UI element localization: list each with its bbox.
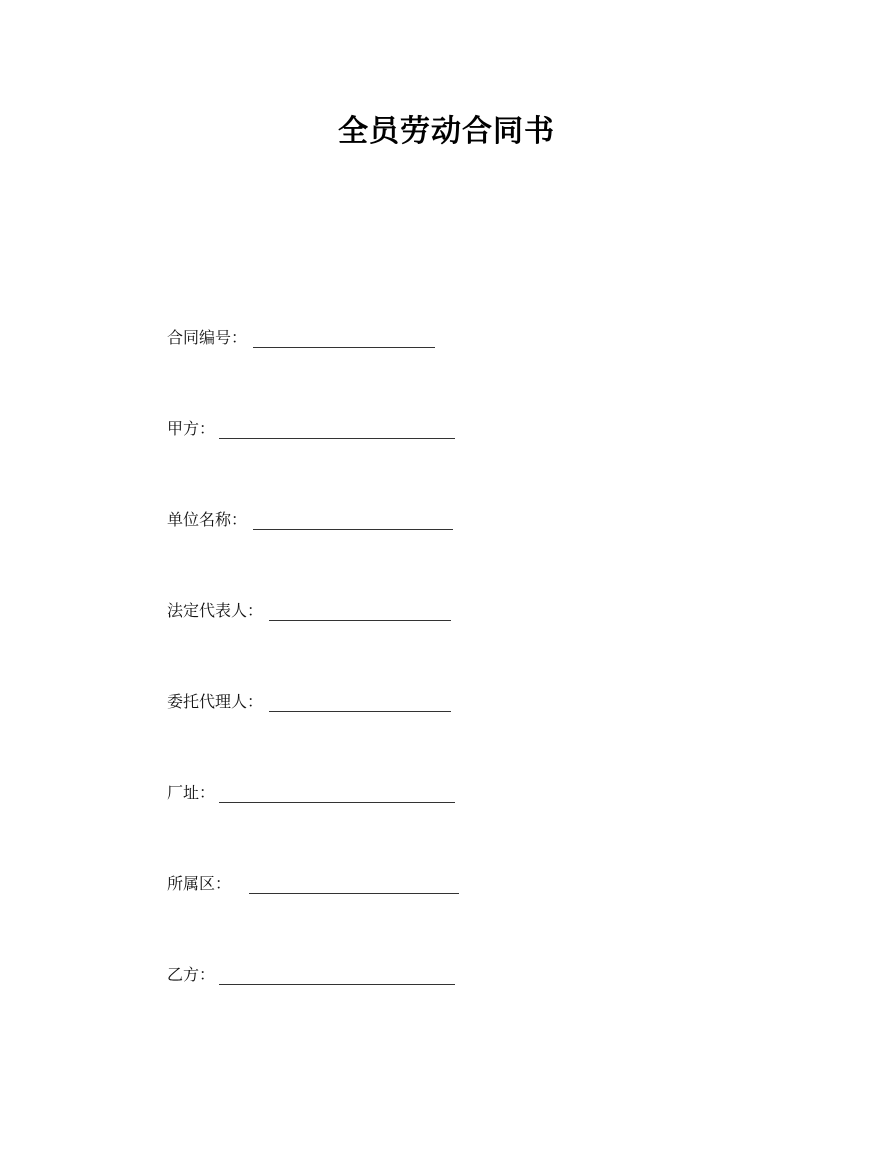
field-legal-representative: [167, 597, 451, 621]
field-factory-address: [167, 779, 455, 803]
field-label: 所属区：: [167, 874, 232, 893]
fill-in-line[interactable]: [219, 966, 455, 985]
field-label: 委托代理人：: [167, 692, 264, 711]
field-party-a: [167, 415, 455, 439]
field-label: 厂址：: [167, 783, 216, 802]
field-district: [167, 870, 459, 894]
page-title: 全员劳动合同书: [338, 114, 555, 149]
fill-in-line[interactable]: [253, 511, 453, 530]
fill-in-line[interactable]: [219, 420, 455, 439]
fill-in-line[interactable]: [269, 602, 451, 621]
field-party-b: [167, 961, 455, 985]
field-label: 乙方：: [167, 965, 216, 984]
fill-in-line[interactable]: [249, 875, 459, 894]
field-contract-number: [167, 324, 435, 348]
field-label: 合同编号：: [167, 328, 248, 347]
fill-in-line[interactable]: [219, 784, 455, 803]
field-authorized-agent: [167, 688, 451, 712]
field-label: 法定代表人：: [167, 601, 264, 620]
field-label: 单位名称：: [167, 510, 248, 529]
fill-in-line[interactable]: [253, 329, 435, 348]
field-company-name: [167, 506, 453, 530]
field-label: 甲方：: [167, 419, 216, 438]
fill-in-line[interactable]: [269, 693, 451, 712]
